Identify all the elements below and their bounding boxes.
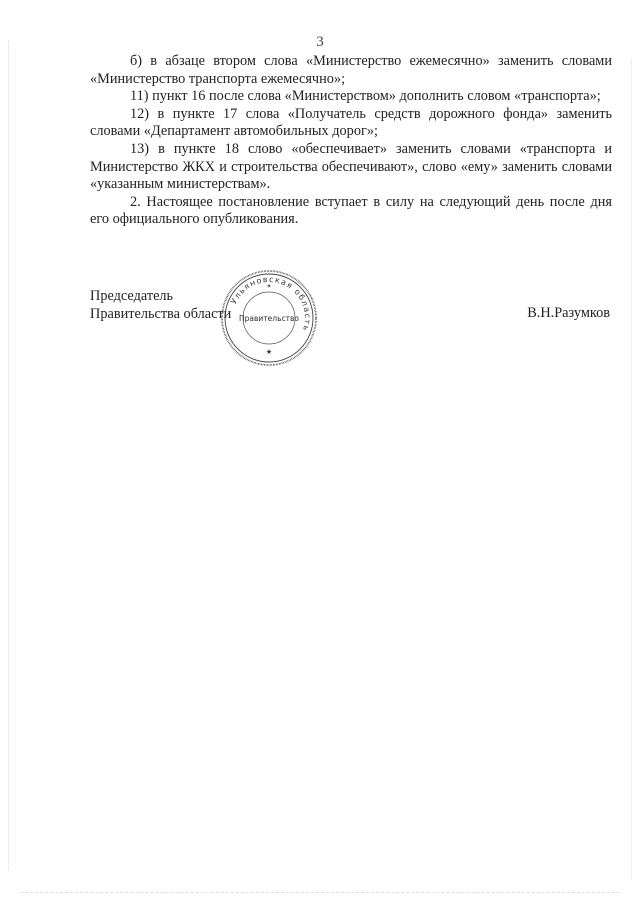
paragraph-12: 12) в пункте 17 слова «Получатель средств дорожного фонда» заменить словами «Департамент автомобильных дорог»;: [90, 105, 612, 140]
official-seal-stamp: [219, 268, 319, 368]
svg-text:★: ★: [265, 348, 273, 356]
document-body: [90, 53, 612, 229]
signatory-name: В.Н.Разумков: [527, 305, 610, 321]
paragraph-2: 2. Настоящее постановление вступает в силу на следующий день после дня его официального опубликования.: [90, 193, 612, 228]
signatory-title: [90, 288, 231, 323]
svg-text:✶: ✶: [266, 284, 272, 290]
scan-edge-right: [631, 60, 632, 880]
page-number: 3: [316, 34, 324, 50]
scan-edge-bottom: [20, 892, 620, 893]
signatory-title-line1: Председатель: [90, 288, 174, 304]
svg-text:Правительство: Правительство: [239, 314, 299, 323]
paragraph-11: 11) пункт 16 после слова «Министерством» дополнить словом «транспорта»;: [130, 88, 601, 105]
scan-edge-left: [8, 40, 9, 870]
svg-text:Ульяновская область: Ульяновская область: [229, 274, 313, 333]
signatory-title-line2: Правительства области: [90, 305, 232, 322]
paragraph-13: 13) в пункте 18 слово «обеспечивает» заменить словами «транспорта и Министерство ЖКХ и строительства обеспечивают», слово «ему» заменить словами «указанным министерствам».: [90, 140, 612, 193]
paragraph-b: б) в абзаце втором слова «Министерство ежемесячно» заменить словами «Министерство транспорта ежемесячно»;: [90, 53, 612, 87]
